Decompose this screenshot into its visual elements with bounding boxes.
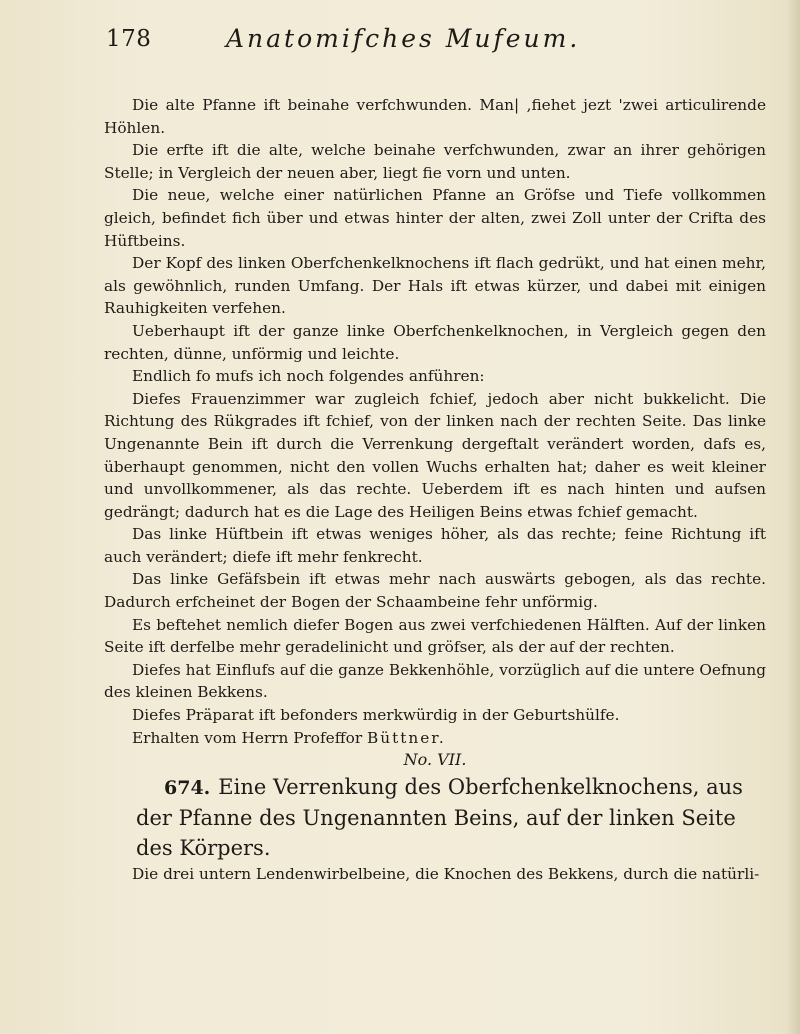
paragraph-9: Das linke Gefäfsbein ift etwas mehr nach auswärts gebogen, als das rechte. Dadurch erfcheinet der Bogen der Schaambeine fehr unförmig. [104,570,766,612]
paragraph-2: Die erfte ift die alte, welche beinahe verfchwunden, zwar an ihrer gehörigen Stelle; in Vergleich der neuen aber, liegt fie vorn und unten. [104,141,766,182]
paragraph-6: Endlich fo mufs ich noch folgendes anführen: [132,367,485,386]
paragraph-4: Der Kopf des linken Oberfchenkelknochens ift flach gedrükt, und hat einen mehr, als gewöhnlich, runden Umfang. Der Hals ift etwas kürzer, und dabei mit einigen Rauhigkeiten verfehen. [104,254,766,318]
credit-prefix: Erhalten vom Herrn Profeffor [132,728,367,747]
section-number: No. VII. [403,750,467,770]
page-number: 178 [106,26,152,52]
paragraph-3: Die neue, welche einer natürlichen Pfanne an Gröfse und Tiefe vollkommen gleich, befindet fich über und etwas hinter der alten, zwei Zoll unter der Crifta des Hüftbeins. [104,186,766,250]
paragraph-7: Diefes Frauenzimmer war zugleich fchief, jedoch aber nicht bukkelicht. Die Richtung des Rükgrades ift fchief, von der linken nach der rechten Seite. Das linke Ungenannte Bein ift durch die Verrenkung dergeftalt verändert worden, dafs es, überhaupt genommen, nicht den vollen Wuchs erhalten hat; daher es weit kleiner und unvollkommener, als das rechte. Ueberdem ift es nach hinten und aufsen gedrängt; dadurch hat es die Lage des Heiligen Beins etwas fchief gemacht. [104,389,766,521]
credit-name: Büttner. [367,728,446,747]
paragraph-5: Ueberhaupt ift der ganze linke Oberfchenkelknochen, in Vergleich gegen den rechten, dünne, unförmig und leichte. [104,321,766,363]
entry-title: Eine Verrenkung des Oberfchenkelknochens, aus der Pfanne des Ungenannten Beins, auf der linken Seite des Körpers. [136,774,743,860]
paragraph-8: Das linke Hüftbein ift etwas weniges höher, als das rechte; feine Richtung ift auch verändert; diefe ift mehr fenkrecht. [104,525,766,566]
running-title: Anatomifches Mufeum. [226,24,581,53]
entry-number: 674. [164,776,211,799]
entry-heading [104,772,766,863]
credit-line [104,727,766,750]
paragraph-12: Diefes Präparat ift befonders merkwürdig in der Geburtshülfe. [132,706,620,725]
paragraph-10: Es beftehet nemlich diefer Bogen aus zwei verfchiedenen Hälften. Auf der linken Seite ift derfelbe mehr geradelinicht und gröfser, als der auf der rechten. [104,615,766,657]
page-header [106,24,766,64]
body-text [104,94,766,885]
paragraph-1: Die alte Pfanne ift beinahe verfchwunden. Man| ,fiehet jezt 'zwei articulirende Höhlen. [104,96,766,137]
paragraph-11: Diefes hat Einflufs auf die ganze Bekkenhöhle, vorzüglich auf die untere Oefnung des kleinen Bekkens. [104,660,766,702]
page-edge-shadow [786,0,800,1034]
entry-text: Die drei untern Lendenwirbelbeine, die Knochen des Bekkens, durch die natürli- [132,864,760,883]
